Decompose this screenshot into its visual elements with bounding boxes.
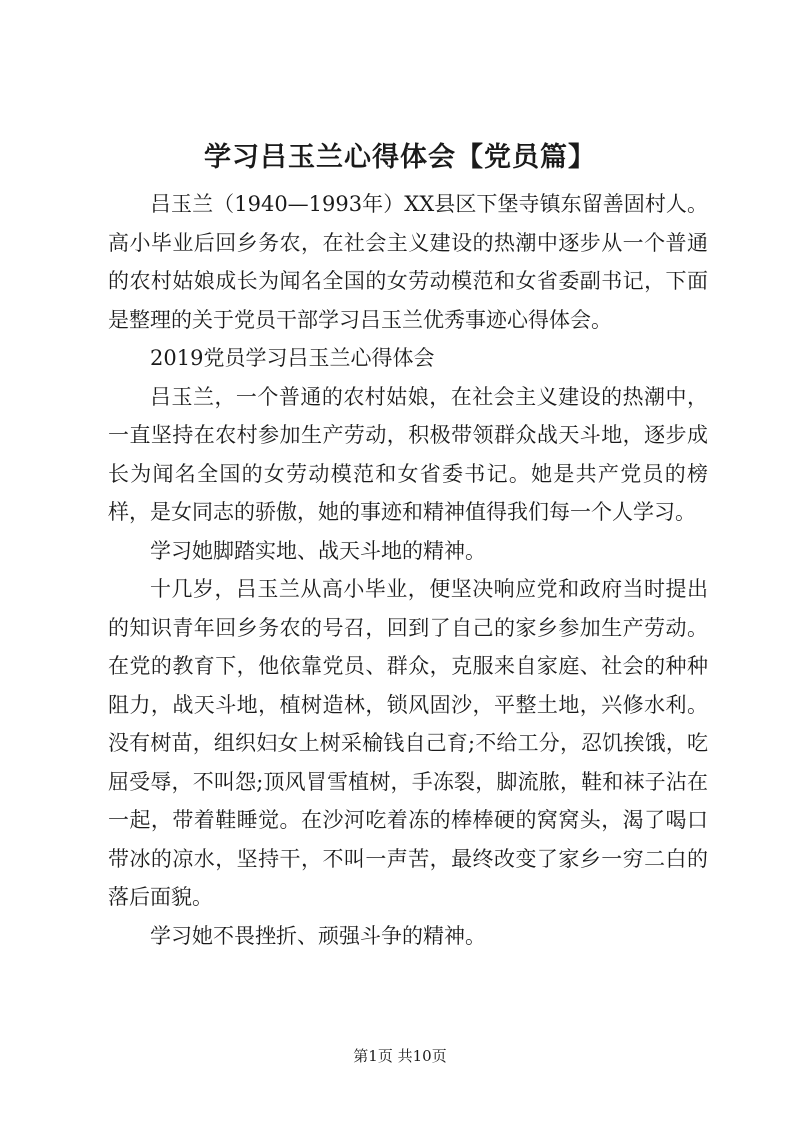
paragraph-section-heading-2: 学习她不畏挫折、顽强斗争的精神。 bbox=[150, 923, 486, 948]
paragraph-subheading: 2019党员学习吕玉兰心得体会 bbox=[150, 346, 435, 370]
page-footer: 第1页 共10页 bbox=[353, 1047, 447, 1065]
paragraph-intro: 吕玉兰（1940—1993年）XX县区下堡寺镇东留善固村人。高小毕业后回乡务农，在社会主义建设的热潮中逐步从一个普通的农村姑娘成长为闻名全国的女劳动模范和女省委副书记，下面是整理的关于党员干部学习吕玉兰优秀事迹心得体会。 bbox=[108, 192, 708, 332]
paragraph-summary: 吕玉兰，一个普通的农村姑娘，在社会主义建设的热潮中，一直坚持在农村参加生产劳动，积极带领群众战天斗地，逐步成长为闻名全国的女劳动模范和女省委书记。她是共产党员的榜样，是女同志的骄傲，她的事迹和精神值得我们每一个人学习。 bbox=[108, 384, 708, 524]
paragraph-story: 十几岁，吕玉兰从高小毕业，便坚决响应党和政府当时提出的知识青年回乡务农的号召，回到了自己的家乡参加生产劳动。在党的教育下，他依靠党员、群众，克服来自家庭、社会的种种阻力，战天斗地，植树造林，锁风固沙，平整土地，兴修水利。没有树苗，组织妇女上树采榆钱自己育;不给工分，忍饥挨饿，吃屈受辱，不叫怨;顶风冒雪植树，手冻裂，脚流脓，鞋和袜子沾在一起，带着鞋睡觉。在沙河吃着冻的棒棒硬的窝窝头，渴了喝口带冰的凉水，坚持干，不叫一声苦，最终改变了家乡一穷二白的落后面貌。 bbox=[108, 577, 708, 909]
paragraph-section-heading-1: 学习她脚踏实地、战天斗地的精神。 bbox=[150, 538, 486, 563]
document-body bbox=[108, 185, 708, 955]
document-title: 学习吕玉兰心得体会【党员篇】 bbox=[204, 142, 596, 173]
